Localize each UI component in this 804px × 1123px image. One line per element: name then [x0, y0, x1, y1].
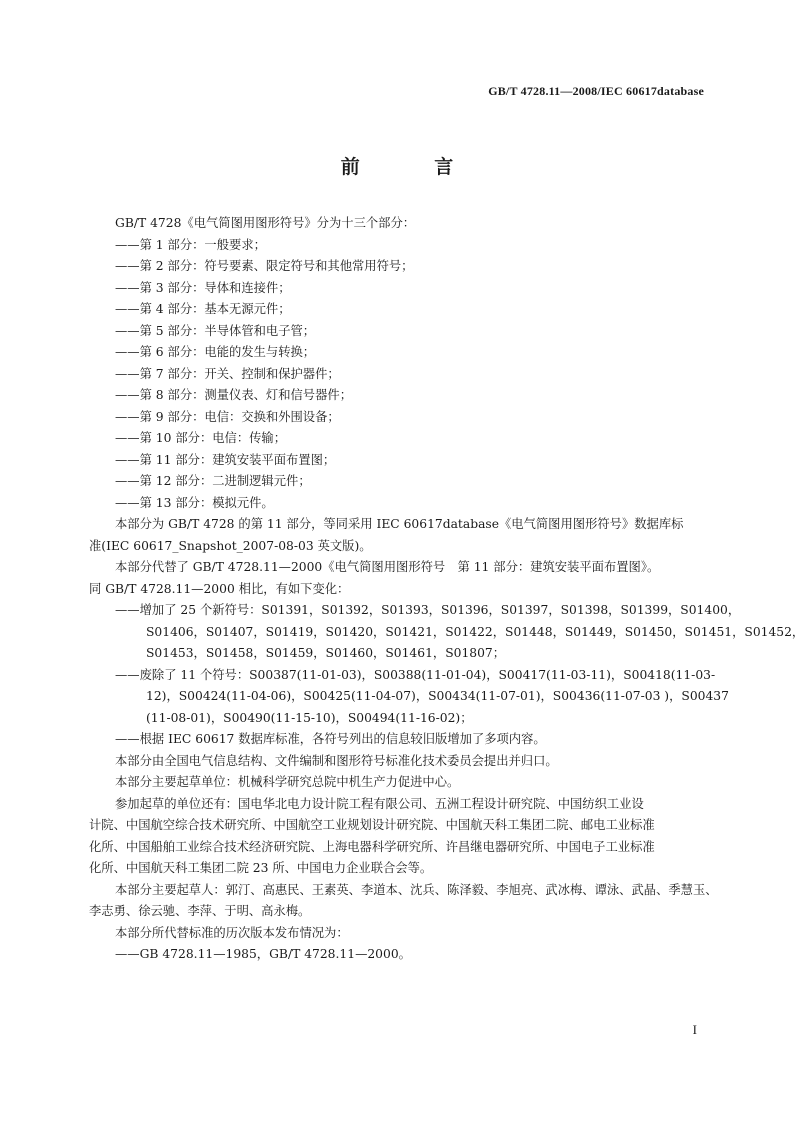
part-list-item: ——第 13 部分：模拟元件。 — [115, 495, 274, 510]
participants-paragraph-line: 计院、中国航空综合技术研究所、中国航空工业规划设计研究院、中国航天科工集团二院、邮电工业标准 — [89, 818, 655, 832]
part-list-item: ——第 8 部分：测量仪表、灯和信号器件； — [115, 388, 352, 402]
part-list-item: ——第 4 部分：基本无源元件； — [115, 302, 291, 316]
part-list-item: ——第 3 部分：导体和连接件； — [115, 280, 291, 295]
part-list-item: ——第 6 部分：电能的发生与转换； — [115, 345, 316, 359]
proposed-by-paragraph: 本部分由全国电气信息结构、文件编制和图形符号标准化技术委员会提出并归口。 — [115, 753, 558, 768]
removed-symbols-line: (11-08-01)，S00490(11-15-10)，S00494(11-16-02)； — [146, 710, 473, 725]
foreword-body — [89, 213, 804, 966]
part-list-item: ——第 1 部分：一般要求； — [115, 237, 266, 252]
part-list-item: ——第 9 部分：电信：交换和外围设备； — [115, 409, 340, 424]
drafters-paragraph-line: 李志勇、徐云驰、李萍、于明、高永梅。 — [89, 904, 311, 918]
replaces-paragraph-line: 本部分代替了 GB/T 4728.11—2000《电气简图用图形符号 第 11 部分：建筑安装平面布置图》。 — [115, 560, 660, 574]
page-number: I — [692, 1022, 697, 1037]
part-list-item: ——第 7 部分：开关、控制和保护器件； — [115, 366, 340, 381]
adoption-paragraph-line: 准(IEC 60617_Snapshot_2007-08-03 英文版)。 — [89, 538, 372, 553]
replaces-paragraph-line: 同 GB/T 4728.11—2000 相比，有如下变化： — [89, 581, 350, 596]
drafting-unit-paragraph: 本部分主要起草单位：机械科学研究总院中机生产力促进中心。 — [115, 775, 460, 789]
part-list-item: ——第 11 部分：建筑安装平面布置图； — [115, 452, 336, 467]
added-symbols-line: S01406，S01407，S01419，S01420，S01421，S01422，S01448，S01449，S01450，S01451，S01452， — [146, 624, 804, 639]
part-list-item: ——第 5 部分：半导体管和电子管； — [115, 323, 316, 338]
added-symbols-line: S01453，S01458，S01459，S01460，S01461，S01807； — [146, 646, 506, 660]
intro-paragraph: GB/T 4728《电气简图用图形符号》分为十三个部分： — [115, 216, 416, 230]
part-list-item: ——第 2 部分：符号要素、限定符号和其他常用符号； — [115, 259, 414, 273]
standard-code-header: GB/T 4728.11—2008/IEC 60617database — [488, 84, 704, 98]
part-list-item: ——第 12 部分：二进制逻辑元件； — [115, 474, 311, 488]
added-symbols-line: ——增加了 25 个新符号：S01391，S01392，S01393，S01396，S01397，S01398，S01399，S01400， — [115, 603, 741, 617]
participants-paragraph-line: 化所、中国船舶工业综合技术经济研究院、上海电器科学研究所、许昌继电器研究所、中国电子工业标准 — [89, 839, 655, 854]
removed-symbols-line: 12)，S00424(11-04-06)，S00425(11-04-07)，S00434(11-07-01)，S00436(11-07-03 )，S00437 — [146, 689, 729, 703]
participants-paragraph-line: 参加起草的单位还有：国电华北电力设计院工程有限公司、五洲工程设计研究院、中国纺织工业设 — [115, 796, 644, 811]
history-intro: 本部分所代替标准的历次版本发布情况为： — [115, 925, 349, 940]
removed-symbols-line: ——废除了 11 个符号：S00387(11-01-03)，S00388(11-01-04)，S00417(11-03-11)，S00418(11-03- — [115, 667, 716, 682]
drafters-paragraph-line: 本部分主要起草人：郭汀、高惠民、王素英、李道本、沈兵、陈泽毅、李旭亮、武冰梅、谭泳、武晶、季慧玉、 — [115, 882, 718, 897]
info-change-line: ——根据 IEC 60617 数据库标准，各符号列出的信息较旧版增加了多项内容。 — [115, 732, 546, 746]
history-item: ——GB 4728.11—1985，GB/T 4728.11—2000。 — [115, 947, 411, 961]
part-list-item: ——第 10 部分：电信：传输； — [115, 431, 287, 445]
adoption-paragraph-line: 本部分为 GB/T 4728 的第 11 部分，等同采用 IEC 60617database《电气简图用图形符号》数据库标 — [115, 517, 684, 531]
page-title: 前 言 — [340, 156, 488, 178]
participants-paragraph-line: 化所、中国航天科工集团二院 23 所、中国电力企业联合会等。 — [89, 861, 433, 875]
